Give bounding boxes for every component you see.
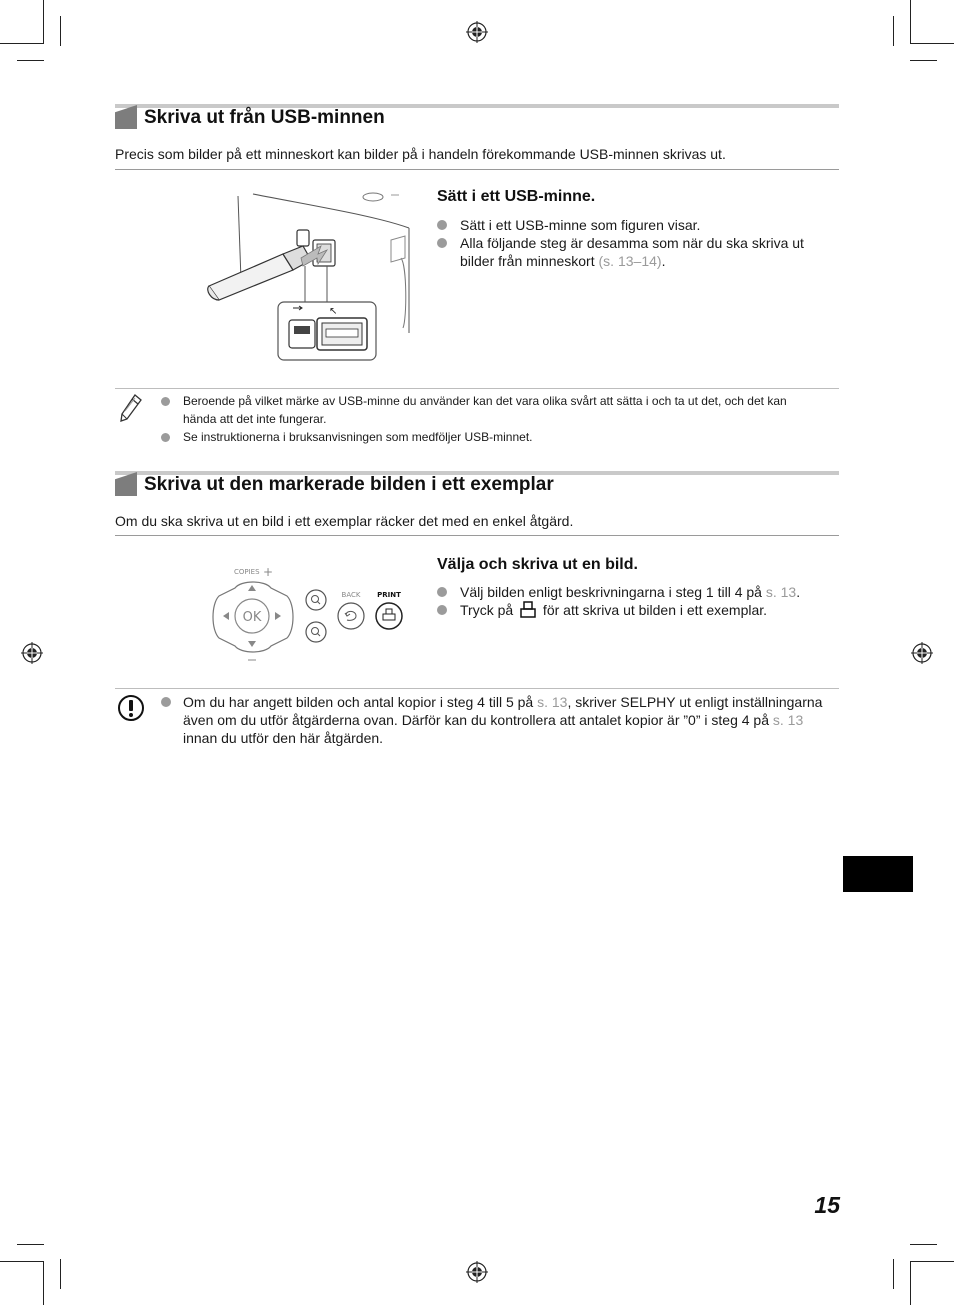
pencil-icon	[119, 393, 143, 423]
section-intro: Precis som bilder på ett minneskort kan bilder på i handeln förekommande USB-minnen skrivas ut.	[115, 146, 726, 162]
note-bullet: Se instruktionerna i bruksanvisningen som medföljer USB-minnet.	[183, 430, 533, 444]
bullet-icon	[437, 587, 447, 597]
page-reference-link[interactable]: s. 13	[765, 584, 797, 600]
caution-icon	[117, 694, 145, 722]
note-top-rule	[115, 388, 839, 389]
chapter-tab	[843, 856, 913, 892]
step-bullet	[460, 583, 840, 601]
control-panel-illustration	[205, 560, 415, 665]
registration-mark-icon	[466, 21, 488, 43]
bullet-icon	[161, 397, 170, 406]
caution-text	[183, 693, 833, 747]
svg-text:+: +	[263, 565, 274, 579]
step-bullet	[460, 234, 840, 270]
section-header-tab	[115, 472, 137, 496]
caution-text-a: Om du har angett bilden och antal kopior i steg 4 till 5 på	[183, 694, 538, 710]
step-bullet: Sätt i ett USB-minne som figuren visar.	[460, 217, 701, 233]
page-reference-link[interactable]: s. 13	[772, 712, 804, 728]
svg-text:↖: ↖	[329, 306, 338, 317]
divider	[115, 535, 839, 536]
section-intro: Om du ska skriva ut en bild i ett exemplar räcker det med en enkel åtgärd.	[115, 513, 574, 529]
bullet-icon	[437, 238, 447, 248]
section-title: Skriva ut från USB-minnen	[144, 107, 385, 128]
bullet-icon	[437, 220, 447, 230]
bullet-icon	[161, 433, 170, 442]
back-label: BACK	[341, 591, 361, 599]
usb-insertion-illustration	[205, 188, 415, 366]
registration-mark-icon	[466, 1261, 488, 1283]
bullet-text: Alla följande steg är desamma som när du ska skriva ut bilder från minneskort	[460, 235, 804, 269]
bullet-text: Välj bilden enligt beskrivningarna i steg 1 till 4 på	[460, 584, 766, 600]
step-bullet	[460, 601, 840, 619]
page-reference-link[interactable]: (s. 13–14)	[598, 253, 662, 269]
caution-top-rule	[115, 688, 839, 689]
ok-label: OK	[242, 610, 262, 625]
registration-mark-icon	[911, 642, 933, 664]
bullet-text-end: .	[796, 584, 801, 600]
print-label: PRINT	[377, 591, 401, 599]
step-title: Välja och skriva ut en bild.	[437, 556, 638, 573]
section-header-tab	[115, 105, 137, 129]
section-title: Skriva ut den markerade bilden i ett exemplar	[144, 474, 554, 495]
page-number: 15	[814, 1192, 840, 1218]
print-button-icon	[519, 601, 537, 619]
step-title: Sätt i ett USB-minne.	[437, 188, 596, 205]
bullet-text-end: för att skriva ut bilden i ett exemplar.	[539, 602, 768, 618]
caution-text-c: innan du utför den här åtgärden.	[183, 730, 384, 746]
copies-label: COPIES	[234, 568, 260, 576]
divider	[115, 169, 839, 170]
bullet-icon	[161, 697, 171, 707]
registration-mark-icon	[21, 642, 43, 664]
bullet-icon	[437, 605, 447, 615]
bullet-text: Tryck på	[460, 602, 518, 618]
bullet-text-end: .	[661, 253, 666, 269]
caution-text-b: , skriver SELPHY ut enligt inställningarna även om du utför åtgärderna ovan. Därför kan du kontrollera att antalet kopior är ”0” i steg 4 på	[183, 694, 823, 728]
note-bullet: Beroende på vilket märke av USB-minne du använder kan det vara olika svårt att sätta i och ta ut det, och det kan hända att det inte fungerar.	[183, 394, 787, 426]
page-reference-link[interactable]: s. 13	[537, 694, 568, 710]
